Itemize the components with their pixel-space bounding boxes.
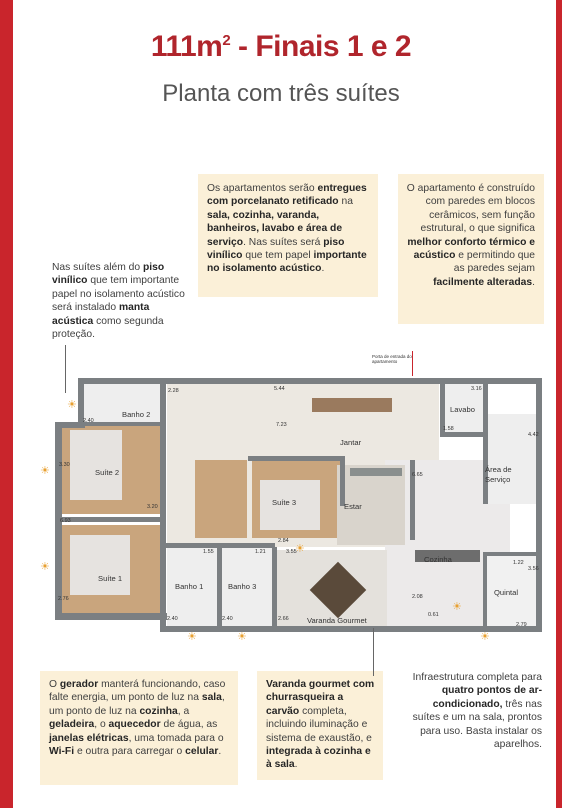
dim-442: 4.42 bbox=[528, 432, 539, 438]
note-porcelanato: Os apartamentos serão entregues com porcelanato retificado na sala, cozinha, varanda, banheiros, lavabo e área de serviço. Nas suítes será piso vinílico que tem papel importante no isolamento acústico. bbox=[198, 174, 378, 297]
sofa bbox=[350, 468, 402, 476]
dim-155: 1.55 bbox=[203, 549, 214, 555]
dim-330-s2: 3.30 bbox=[59, 462, 70, 468]
label-banho1: Banho 1 bbox=[175, 582, 204, 591]
dim-276: 2.76 bbox=[58, 596, 69, 602]
dim-355: 3.55 bbox=[286, 549, 297, 555]
label-cozinha: Cozinha bbox=[424, 555, 452, 564]
sun-icon: ☀ bbox=[480, 631, 490, 643]
wall-suite3-right bbox=[340, 456, 345, 506]
sun-icon: ☀ bbox=[40, 465, 50, 477]
wall-lavabo-bottom bbox=[440, 432, 485, 437]
wall-bath-divider bbox=[217, 547, 222, 627]
wall-bedroom-right bbox=[160, 384, 166, 628]
entry-door-note: Porta de entrada do apartamento bbox=[372, 354, 412, 364]
label-suite2: Suíte 2 bbox=[95, 468, 120, 477]
wall-service-left bbox=[483, 384, 488, 504]
label-varanda-gourmet: Varanda Gourmet bbox=[307, 616, 367, 625]
dim-240-top: 2.40 bbox=[83, 418, 94, 424]
dim-723: 7.23 bbox=[276, 422, 287, 428]
note-gerador: O gerador manterá funcionando, caso falte energia, um ponto de luz na sala, um ponto de luz na cozinha, a geladeira, o aquecedor de água, as janelas elétricas, uma tomada para o Wi-Fi e outra para carregar o celular. bbox=[40, 671, 238, 785]
dim-228: 2.28 bbox=[168, 388, 179, 394]
dim-121: 1.21 bbox=[255, 549, 266, 555]
leader-line-varanda bbox=[373, 628, 374, 676]
page-title: $111m^2$ - Finais 1 e 2 bbox=[150, 30, 412, 63]
sun-icon: ☀ bbox=[187, 631, 197, 643]
dim-665: 6.65 bbox=[412, 472, 423, 478]
dim-544: 5.44 bbox=[274, 386, 285, 392]
dim-320: 3.20 bbox=[147, 504, 158, 510]
wall-outer-right bbox=[536, 378, 542, 632]
label-jantar: Jantar bbox=[340, 438, 362, 447]
dim-693: 6.93 bbox=[60, 518, 71, 524]
wall-suite-divider bbox=[55, 517, 165, 522]
dim-122: 1.22 bbox=[513, 560, 524, 566]
floor-closet bbox=[195, 460, 247, 538]
dim-356: 3.56 bbox=[528, 566, 539, 572]
label-area-servico-1: Área de bbox=[485, 465, 512, 474]
sun-icon: ☀ bbox=[40, 561, 50, 573]
label-area-servico-2: Serviço bbox=[485, 475, 511, 484]
bed-suite1 bbox=[70, 535, 130, 595]
floor-plan bbox=[40, 360, 550, 660]
dim-284: 2.84 bbox=[278, 538, 289, 544]
right-accent-bar bbox=[556, 0, 562, 808]
page-subtitle: Planta com três suítes bbox=[162, 80, 400, 107]
dim-208: 2.08 bbox=[412, 594, 423, 600]
label-suite3: Suíte 3 bbox=[272, 498, 297, 507]
floor-area-servico bbox=[485, 414, 540, 504]
left-accent-bar bbox=[0, 0, 13, 808]
dim-279: 2.79 bbox=[516, 622, 527, 628]
note-varanda-gourmet: Varanda gourmet com churrasqueira a carvão completa, incluindo iluminação e sistema de exaustão, e integrada à cozinha e à sala. bbox=[257, 671, 383, 780]
dim-316: 3.16 bbox=[471, 386, 482, 392]
label-banho2: Banho 2 bbox=[122, 410, 151, 419]
note-blocos-ceramicos: O apartamento é construído com paredes em blocos cerâmicos, sem função estrutural, o que significa melhor conforto térmico e acústico e permitindo que as paredes sejam facilmente alteradas. bbox=[398, 174, 544, 324]
bed-suite2 bbox=[70, 430, 122, 500]
dim-061: 0.61 bbox=[428, 612, 439, 618]
label-quintal: Quintal bbox=[494, 588, 519, 597]
dining-table bbox=[312, 398, 392, 412]
wall-outer-top bbox=[78, 378, 540, 384]
dim-266: 2.66 bbox=[278, 616, 289, 622]
wall-suite3-top bbox=[248, 456, 344, 461]
label-estar: Estar bbox=[344, 502, 362, 511]
note-suites-manta: Nas suítes além do piso vinílico que tem importante papel no isolamento acústico será instalado manta acústica como segunda proteção. bbox=[52, 262, 185, 341]
sun-icon: ☀ bbox=[67, 399, 77, 411]
wall-bath3-right bbox=[272, 547, 277, 627]
dim-158: 1.58 bbox=[443, 426, 454, 432]
entry-door-arrow bbox=[412, 351, 413, 376]
wall-quintal-top bbox=[485, 552, 540, 556]
dim-240-b1: 2.40 bbox=[167, 616, 178, 622]
sun-icon: ☀ bbox=[295, 543, 305, 555]
label-lavabo: Lavabo bbox=[450, 405, 475, 414]
sun-icon: ☀ bbox=[237, 631, 247, 643]
label-suite1: Suíte 1 bbox=[98, 574, 123, 583]
wall-quintal-left bbox=[483, 552, 487, 628]
sun-icon: ☀ bbox=[452, 601, 462, 613]
label-banho3: Banho 3 bbox=[228, 582, 257, 591]
note-infraestrutura: Infraestrutura completa para quatro pontos de ar-condicionado, três nas suítes e um na sala, prontos para uso. Basta instalar os aparelhos. bbox=[412, 672, 542, 751]
wall-outer-bottom-left bbox=[55, 613, 167, 620]
dim-240-b3: 2.40 bbox=[222, 616, 233, 622]
